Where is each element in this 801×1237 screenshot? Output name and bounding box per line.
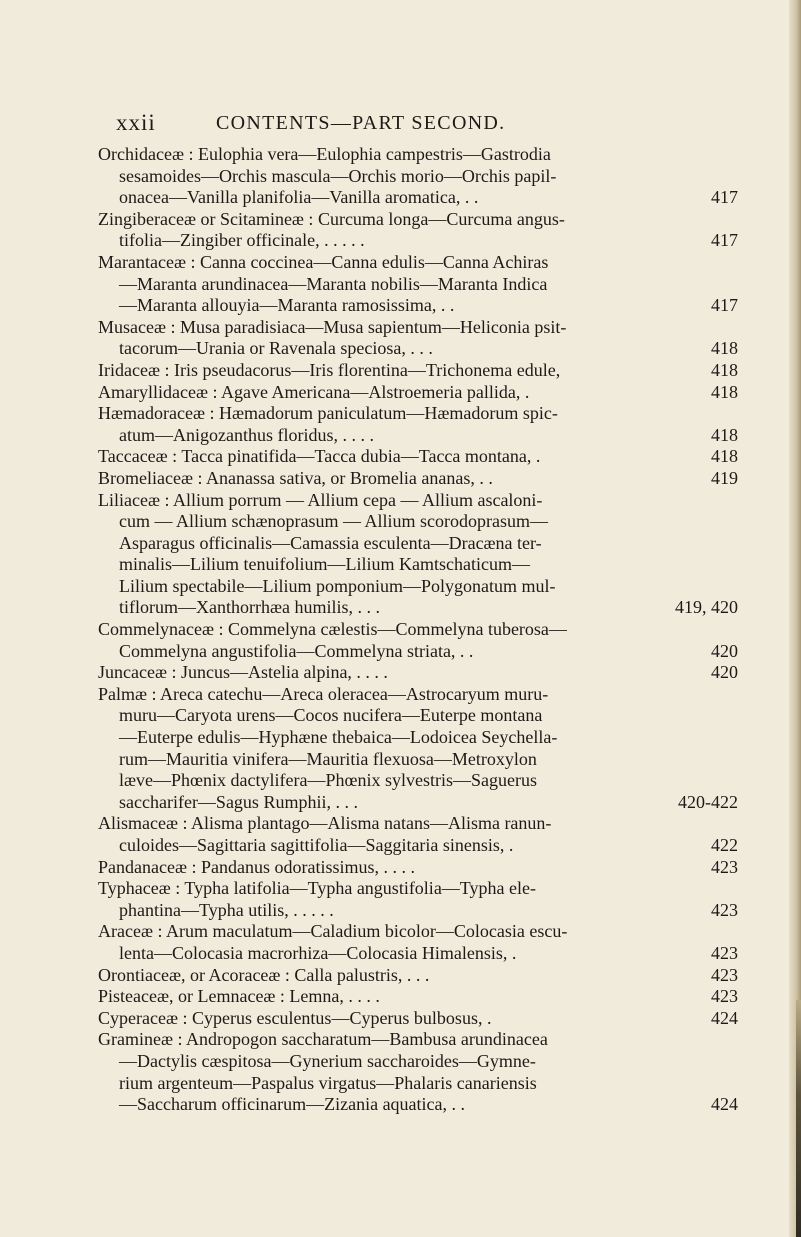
contents-entry (98, 360, 738, 382)
contents-entry (98, 1029, 738, 1115)
entry-text-line: atum—Anigozanthus floridus, . . . . (119, 424, 374, 445)
contents-entry (98, 619, 738, 662)
page-reference: 418 (711, 359, 738, 380)
entry-text-line: muru—Caryota urens—Cocos nucifera—Euterpe montana (119, 705, 543, 726)
page-reference: 417 (711, 295, 738, 316)
entry-text-line: Pisteaceæ, or Lemnaceæ : Lemna, . . . . (98, 986, 380, 1007)
entry-text-line: —Saccharum officinarum—Zizania aquatica, . . (119, 1094, 466, 1115)
entry-text-line: onacea—Vanilla planifolia—Vanilla aromatica, . . (119, 187, 479, 208)
entry-text-line: Iridaceæ : Iris pseudacorus—Iris florentina—Trichonema edule, (98, 359, 561, 380)
page-reference: 417 (711, 230, 738, 251)
entry-text-line: Taccaceæ : Tacca pinatifida—Tacca dubia—Tacca montana, . (98, 446, 541, 467)
entry-text-line: lenta—Colocasia macrorhiza—Colocasia Himalensis, . (119, 942, 517, 963)
contents-entry (98, 878, 738, 921)
entry-text-line: Typhaceæ : Typha latifolia—Typha angustifolia—Typha ele- (98, 878, 537, 899)
contents-entry (98, 403, 738, 446)
contents-entry (98, 1008, 738, 1030)
entry-text-line: culoides—Sagittaria sagittifolia—Saggitaria sinensis, . (119, 835, 514, 855)
entry-text-line: Marantaceæ : Canna coccinea—Canna edulis—Canna Achiras (98, 251, 549, 272)
page-reference: 422 (711, 835, 738, 855)
contents-entry (98, 252, 738, 317)
page-reference: 420 (711, 662, 738, 683)
entry-text-line: Zingiberaceæ or Scitamineæ : Curcuma longa—Curcuma angus- (98, 208, 565, 229)
entry-text-line: Musaceæ : Musa paradisiaca—Musa sapientum—Heliconia psit- (98, 316, 567, 337)
page-number: xxii (116, 110, 156, 135)
entry-text-line: phantina—Typha utilis, . . . . . (119, 899, 334, 920)
entry-text-line: tacorum—Urania or Ravenala speciosa, . . . (119, 338, 433, 359)
entry-text-line: Orontiaceæ, or Acoraceæ : Calla palustris, . . . (98, 964, 430, 985)
entry-text-line: Cyperaceæ : Cyperus esculentus—Cyperus bulbosus, . (98, 1007, 492, 1028)
page-reference: 418 (711, 381, 738, 402)
entry-text-line: rum—Mauritia vinifera—Mauritia flexuosa—Metroxylon (119, 748, 537, 769)
page-edge-shadow (796, 1000, 801, 1237)
entry-text-line: —Maranta arundinacea—Maranta nobilis—Maranta Indica (119, 273, 548, 294)
page-reference: 420-422 (678, 791, 738, 812)
entry-text-line: Commelynaceæ : Commelyna cælestis—Commelyna tuberosa— (98, 619, 567, 640)
entry-text-line: minalis—Lilium tenuifolium—Lilium Kamtschaticum— (119, 554, 530, 575)
entry-text-line: —Euterpe edulis—Hyphæne thebaica—Lodoicea Seychella- (119, 727, 558, 748)
contents-entry (98, 209, 738, 252)
entry-text-line: —Dactylis cæspitosa—Gynerium saccharoides—Gymne- (119, 1050, 536, 1071)
entry-text-line: —Maranta allouyia—Maranta ramosissima, . . (119, 295, 455, 316)
page-reference: 424 (711, 1094, 738, 1115)
contents-entry (98, 921, 738, 964)
entry-text-line: Palmæ : Areca catechu—Areca oleracea—Astrocaryum muru- (98, 683, 549, 704)
contents-entry (98, 986, 738, 1008)
contents-entry (98, 857, 738, 879)
page-reference: 420 (711, 640, 738, 661)
entry-text-line: Commelyna angustifolia—Commelyna striata, . . (119, 640, 474, 661)
contents-entry (98, 468, 738, 490)
page-reference: 418 (711, 338, 738, 359)
entry-text-line: saccharifer—Sagus Rumphii, . . . (119, 791, 358, 812)
entry-text-line: Pandanaceæ : Pandanus odoratissimus, . . . . (98, 856, 415, 877)
page-reference: 423 (711, 986, 738, 1007)
page-reference: 417 (711, 187, 738, 208)
entry-text-line: tiflorum—Xanthorrhæa humilis, . . . (119, 597, 380, 618)
contents-entry (98, 684, 738, 814)
contents-entry (98, 662, 738, 684)
entry-text-line: Liliaceæ : Allium porrum — Allium cepa — Allium ascaloni- (98, 489, 543, 510)
page-reference: 423 (711, 899, 738, 920)
entry-text-line: Hæmadoraceæ : Hæmadorum paniculatum—Hæmadorum spic- (98, 403, 558, 424)
contents-entry (98, 813, 738, 856)
page-reference: 423 (711, 964, 738, 985)
entry-text-line: Alismaceæ : Alisma plantago—Alisma natans—Alisma ranun- (98, 813, 552, 834)
page-reference: 418 (711, 446, 738, 467)
entry-text-line: sesamoides—Orchis mascula—Orchis morio—Orchis papil- (119, 165, 557, 186)
page-reference: 419 (711, 467, 738, 488)
contents-entry (98, 144, 738, 209)
page-reference: 424 (711, 1007, 738, 1028)
entry-text-line: læve—Phœnix dactylifera—Phœnix sylvestris—Saguerus (119, 770, 537, 791)
entry-text-line: Asparagus officinalis—Camassia esculenta—Dracæna ter- (119, 532, 542, 553)
contents-entry (98, 382, 738, 404)
page-reference: 423 (711, 856, 738, 877)
page-reference: 423 (711, 942, 738, 963)
entry-text-line: Lilium spectabile—Lilium pomponium—Polygonatum mul- (119, 575, 556, 596)
entry-text-line: Gramineæ : Andropogon saccharatum—Bambusa arundinacea (98, 1029, 548, 1050)
page-header (0, 100, 801, 140)
entry-text-line: cum — Allium schænoprasum — Allium scorodoprasum— (119, 511, 548, 532)
contents-list (98, 144, 738, 1116)
contents-entry (98, 965, 738, 987)
contents-entry (98, 490, 738, 620)
entry-text-line: rium argenteum—Paspalus virgatus—Phalaris canariensis (119, 1072, 537, 1093)
contents-entry (98, 317, 738, 360)
entry-text-line: Araceæ : Arum maculatum—Caladium bicolor—Colocasia escu- (98, 921, 568, 942)
running-head: CONTENTS—PART SECOND. (216, 112, 506, 134)
entry-text-line: Amaryllidaceæ : Agave Americana—Alstroemeria pallida, . (98, 381, 530, 402)
entry-text-line: tifolia—Zingiber officinale, . . . . . (119, 230, 365, 251)
contents-entry (98, 446, 738, 468)
entry-text-line: Bromeliaceæ : Ananassa sativa, or Bromelia ananas, . . (98, 467, 493, 488)
entry-text-line: Juncaceæ : Juncus—Astelia alpina, . . . . (98, 662, 388, 683)
page-reference: 418 (711, 424, 738, 445)
entry-text-line: Orchidaceæ : Eulophia vera—Eulophia campestris—Gastrodia (98, 144, 551, 164)
page-reference: 419, 420 (675, 597, 738, 618)
